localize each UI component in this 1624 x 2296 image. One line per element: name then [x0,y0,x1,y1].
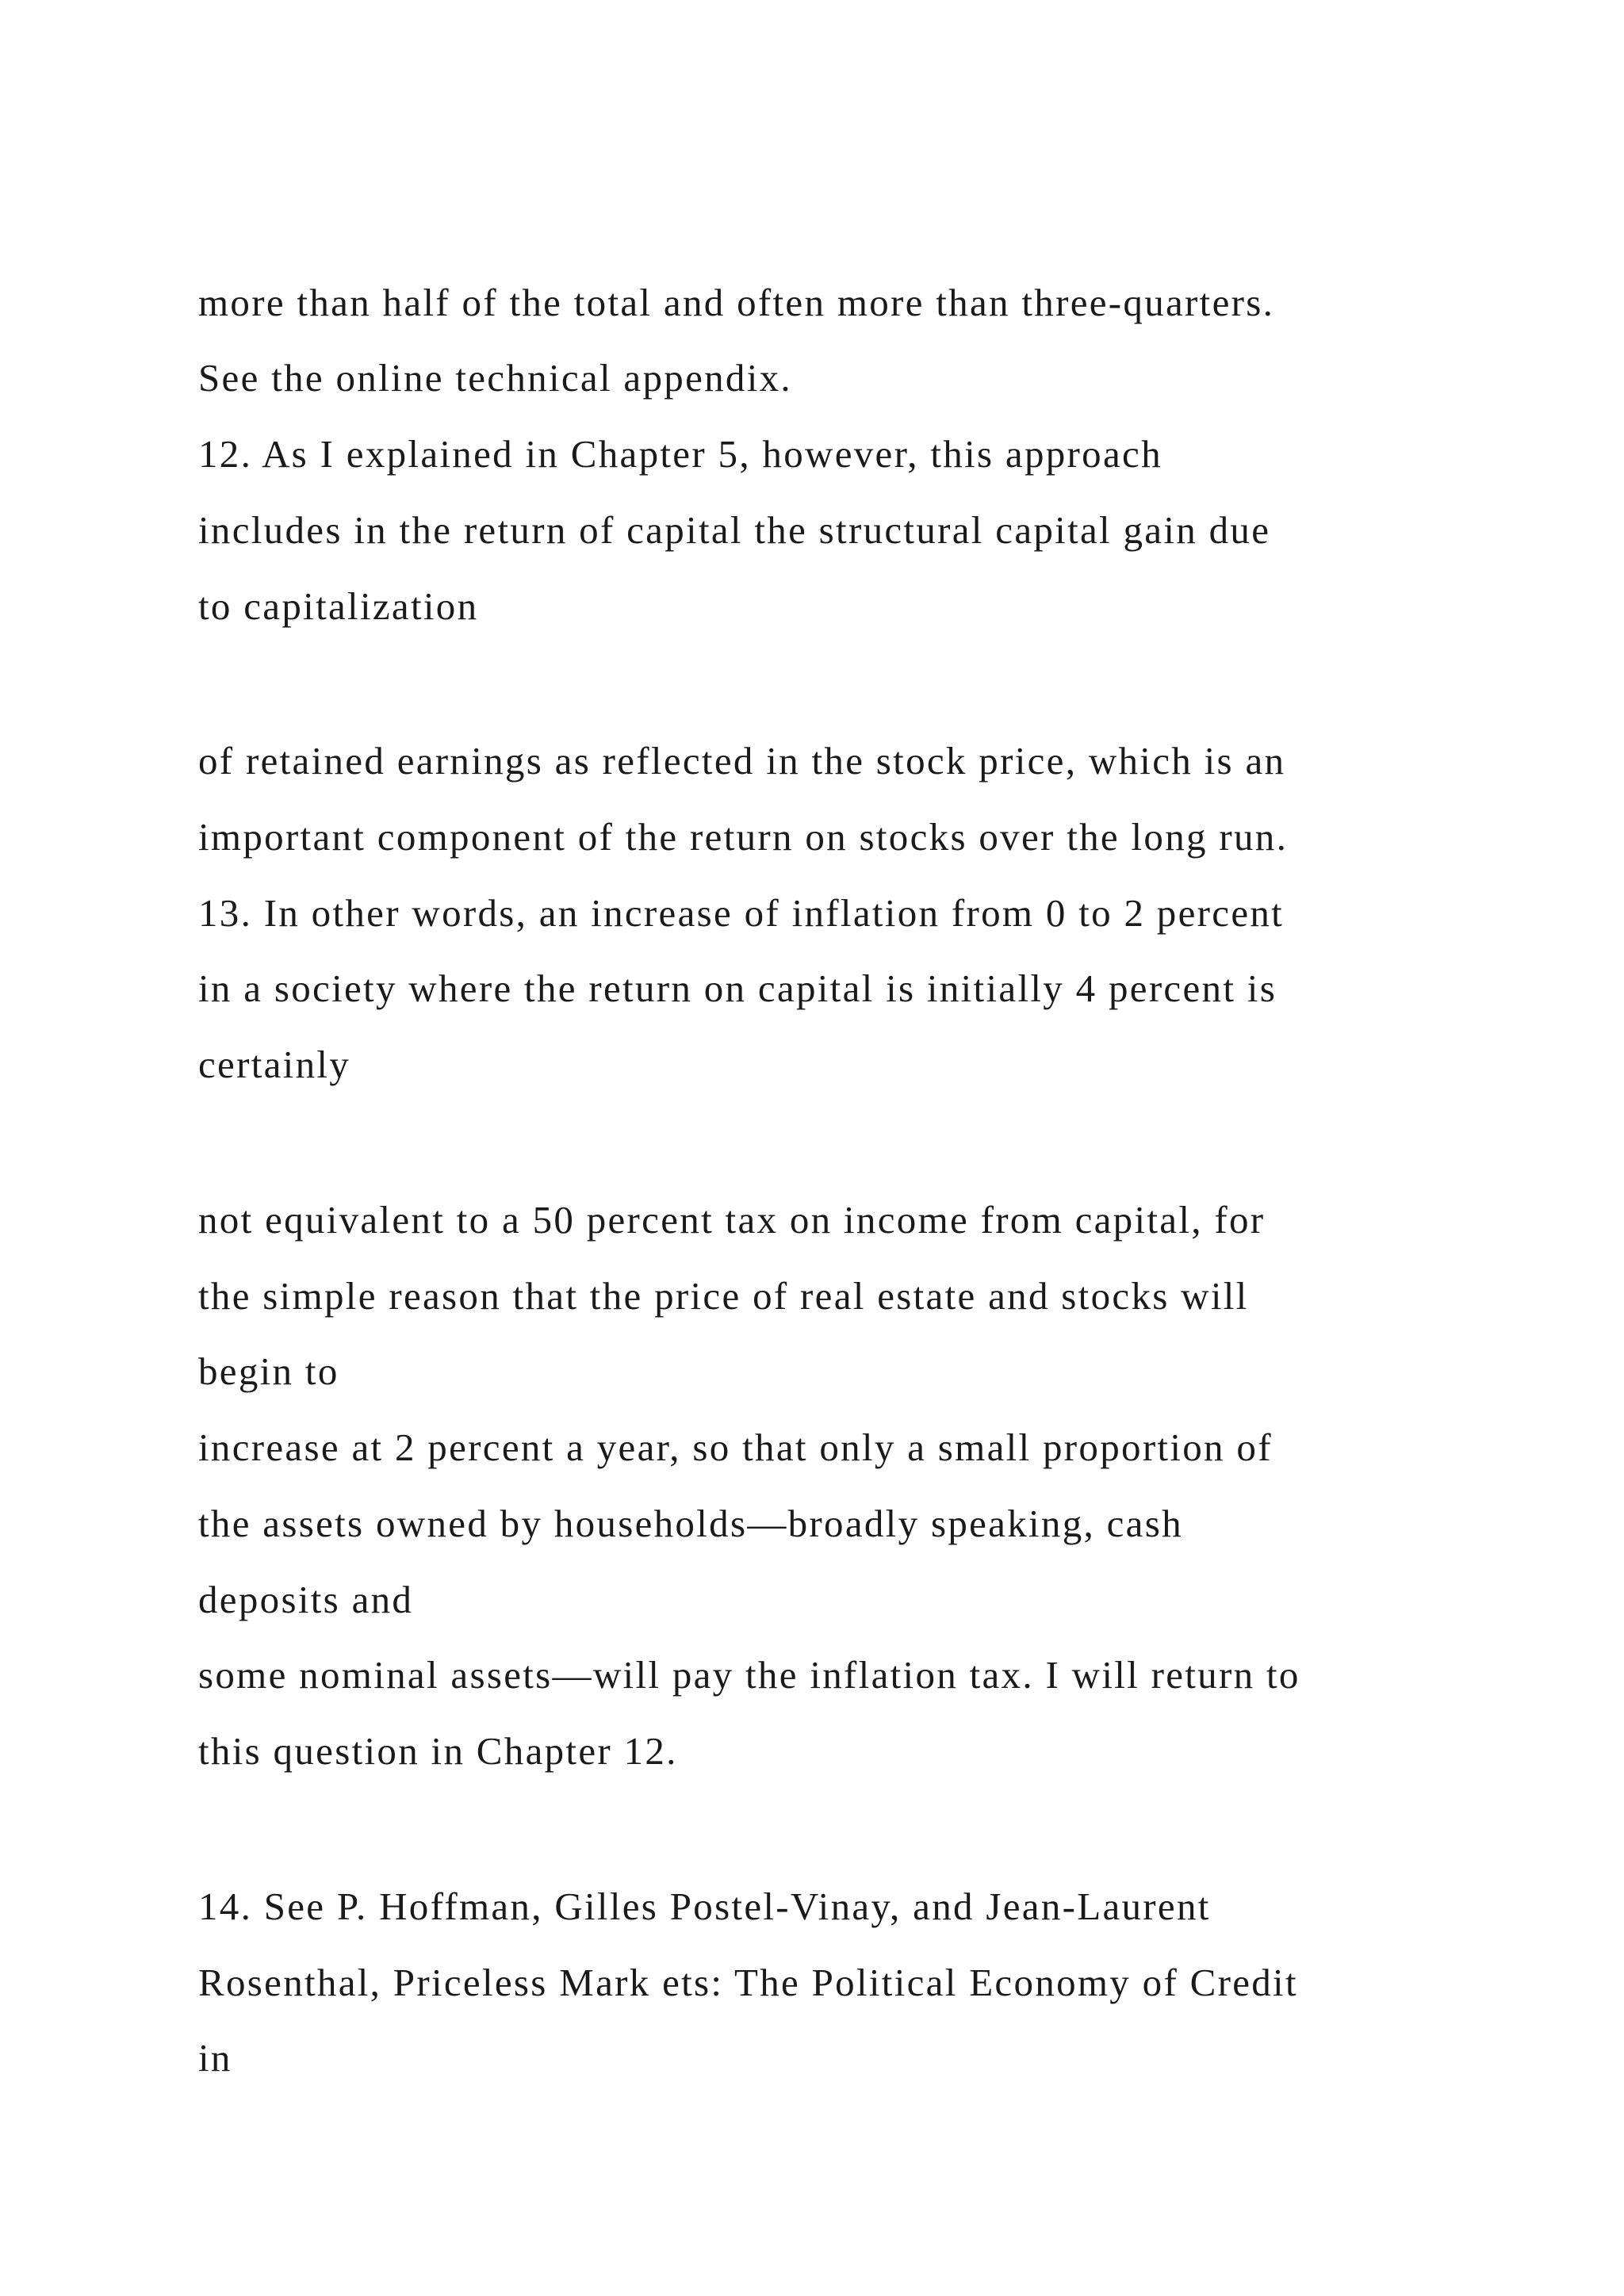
text-line: not equivalent to a 50 percent tax on income from capital, for [198,1198,1266,1242]
text-line: the assets owned by households—broadly speaking, cash [198,1502,1183,1545]
text-line: the simple reason that the price of real estate and stocks will [198,1274,1249,1318]
text-line: to capitalization [198,584,479,628]
text-line: in [198,2036,232,2080]
text-line: of retained earnings as reflected in the stock price, which is an [198,739,1286,783]
text-line: more than half of the total and often more than three-quarters. [198,281,1275,324]
text-line: increase at 2 percent a year, so that only a small proportion of [198,1425,1273,1469]
text-line: begin to [198,1349,339,1393]
text-line: 14. See P. Hoffman, Gilles Postel-Vinay, and Jean-Laurent [198,1885,1211,1928]
text-line: some nominal assets—will pay the inflation tax. I will return to [198,1653,1300,1697]
text-line: includes in the return of capital the structural capital gain due [198,508,1271,552]
text-line: 13. In other words, an increase of inflation from 0 to 2 percent [198,891,1285,935]
text-line: in a society where the return on capital is initially 4 percent is [198,966,1277,1010]
text-line: 12. As I explained in Chapter 5, however, this approach [198,432,1162,476]
text-line: important component of the return on stocks over the long run. [198,815,1289,859]
text-line: this question in Chapter 12. [198,1729,678,1773]
text-line: certainly [198,1043,351,1086]
text-line: Rosenthal, Priceless Mark ets: The Political Economy of Credit [198,1961,1298,2004]
text-line: deposits and [198,1578,414,1621]
text-line: See the online technical appendix. [198,356,792,400]
